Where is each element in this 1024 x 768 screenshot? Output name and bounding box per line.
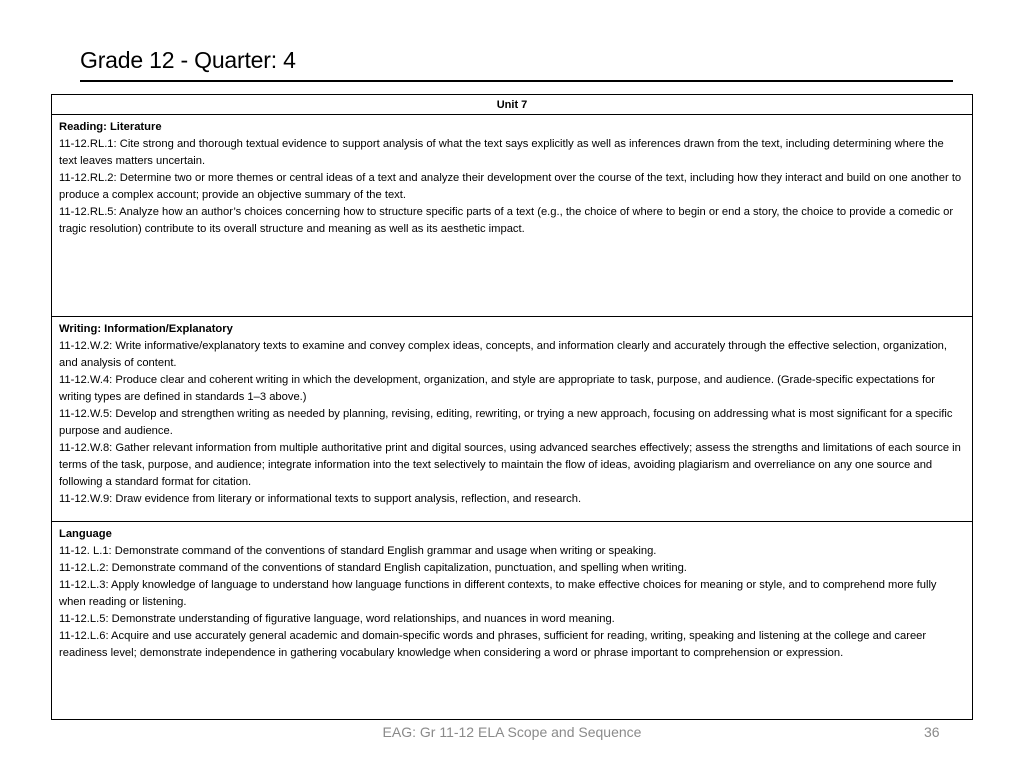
section-reading-literature — [52, 115, 972, 316]
section-language — [52, 521, 972, 719]
section-heading: Writing: Information/Explanatory — [59, 323, 233, 335]
standard-item: 11-12.L.2: Demonstrate command of the conventions of standard English capitalization, punctuation, and spelling when writing. — [59, 562, 687, 574]
section-heading: Language — [59, 528, 112, 540]
standard-item: 11-12.RL.5: Analyze how an author’s choices concerning how to structure specific parts of a text (e.g., the choice of where to begin or end a story, the choice to provide a comedic or tragic resolution) contribute to its overall structure and meaning as well as its aesthetic impact. — [59, 206, 954, 235]
standard-item: 11-12.W.8: Gather relevant information from multiple authoritative print and digital sources, using advanced searches effectively; assess the strengths and limitations of each source in terms of the task, purpose, and audience; integrate information into the text selectively to maintain the flow of ideas, avoiding plagiarism and overreliance on any one source and following a standard format for citation. — [59, 442, 961, 488]
standard-item: 11-12.W.4: Produce clear and coherent writing in which the development, organization, and style are appropriate to task, purpose, and audience. (Grade-specific expectations for writing types are defined in standards 1–3 above.) — [59, 374, 936, 403]
page-number: 36 — [924, 724, 940, 740]
standard-item: 11-12.L.3: Apply knowledge of language to understand how language functions in different contexts, to make effective choices for meaning or style, and to comprehend more fully when reading or listening. — [59, 579, 937, 608]
unit-header: Unit 7 — [52, 95, 972, 115]
standard-item: 11-12.RL.2: Determine two or more themes or central ideas of a text and analyze their development over the course of the text, including how they interact and build on one another to produce a complex account; provide an objective summary of the text. — [59, 172, 962, 201]
standard-item: 11-12.W.2: Write informative/explanatory texts to examine and convey complex ideas, concepts, and information clearly and accurately through the effective selection, organization, and analysis of content. — [59, 340, 948, 369]
standard-item: 11-12.W.9: Draw evidence from literary or informational texts to support analysis, reflection, and research. — [59, 493, 582, 505]
standard-item: 11-12.L.5: Demonstrate understanding of figurative language, word relationships, and nuances in word meaning. — [59, 613, 615, 625]
standard-item: 11-12.W.5: Develop and strengthen writing as needed by planning, revising, editing, rewriting, or trying a new approach, focusing on addressing what is most significant for a specific purpose and audience. — [59, 408, 953, 437]
title-underline — [80, 80, 953, 82]
standard-item: 11-12.L.6: Acquire and use accurately general academic and domain-specific words and phrases, sufficient for reading, writing, speaking and listening at the college and career readiness level; demonstrate independence in gathering vocabulary knowledge when considering a word or phrase important to comprehension or expression. — [59, 630, 927, 659]
page-title: Grade 12 - Quarter: 4 — [80, 47, 296, 73]
section-writing-informational — [52, 316, 972, 521]
standard-item: 11-12. L.1: Demonstrate command of the conventions of standard English grammar and usage when writing or speaking. — [59, 545, 657, 557]
standard-item: 11-12.RL.1: Cite strong and thorough textual evidence to support analysis of what the text says explicitly as well as inferences drawn from the text, including determining where the text leaves matters uncertain. — [59, 138, 944, 167]
unit-table — [51, 94, 973, 720]
footer-text: EAG: Gr 11-12 ELA Scope and Sequence — [382, 724, 642, 740]
section-heading: Reading: Literature — [59, 121, 162, 133]
